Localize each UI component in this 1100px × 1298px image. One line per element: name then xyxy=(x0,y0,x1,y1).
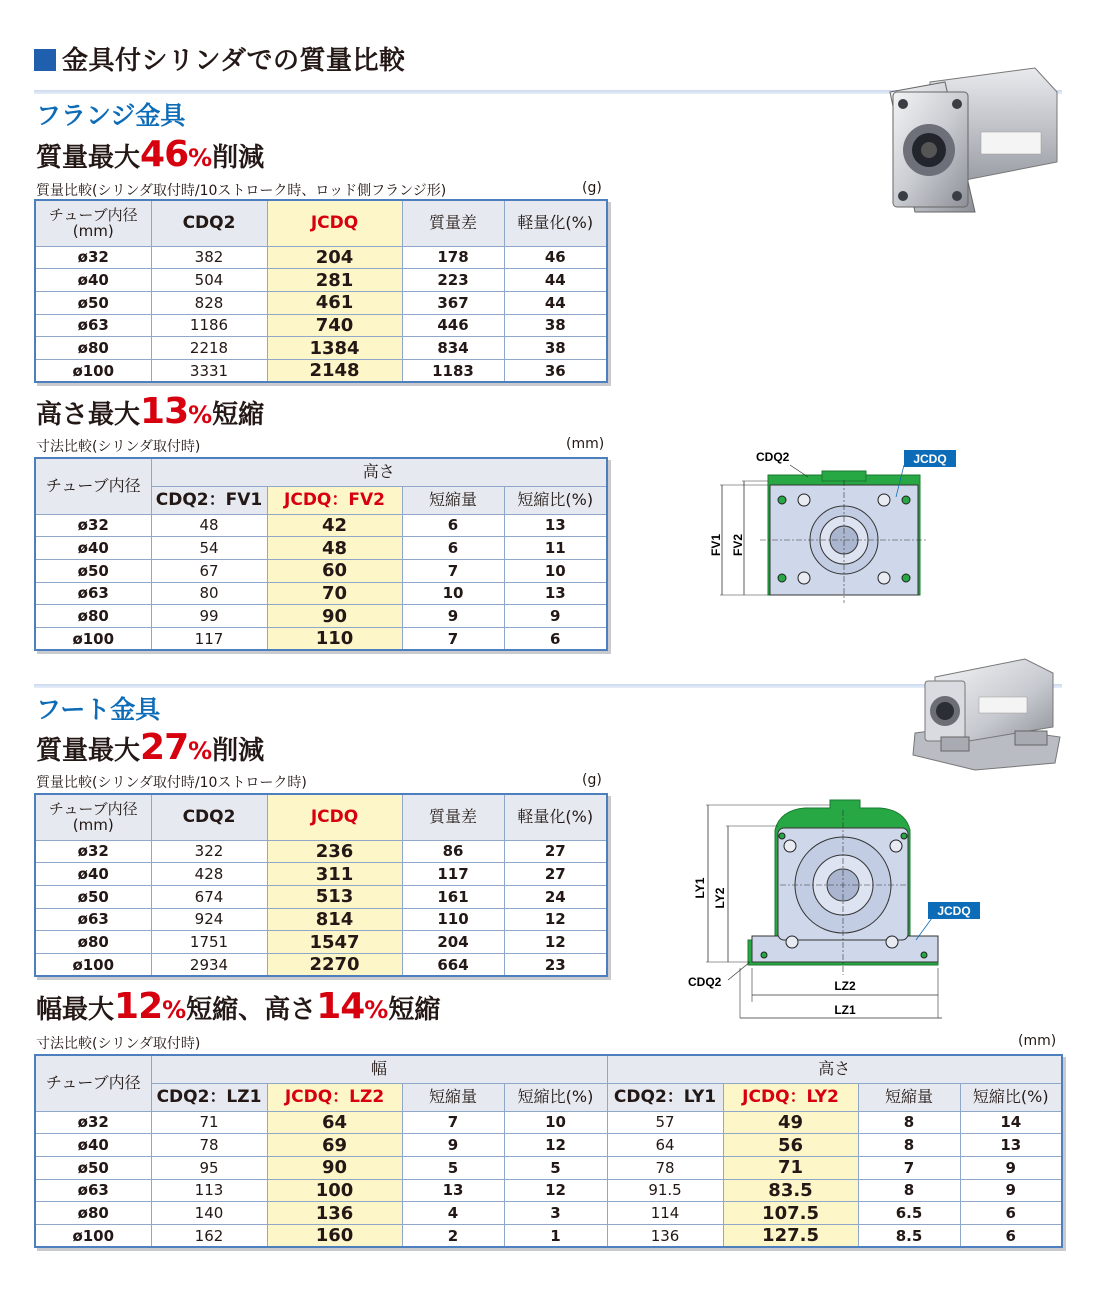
jcdq-label: JCDQ xyxy=(913,452,947,466)
col-header: 短縮比(%) xyxy=(960,1083,1062,1111)
table-cell: 281 xyxy=(267,269,402,292)
table-cell: 38 xyxy=(504,337,607,360)
table-row xyxy=(35,1179,1062,1202)
table-cell: 2218 xyxy=(151,337,267,360)
table-cell: 9 xyxy=(504,605,607,628)
table-cell: 311 xyxy=(267,863,402,886)
table-cell: 69 xyxy=(267,1134,402,1157)
flange-mass-caption: 質量比較(シリンダ取付時/10ストローク時、ロッド側フランジ形) xyxy=(36,183,447,199)
table-row xyxy=(35,931,607,954)
table-cell: 504 xyxy=(151,269,267,292)
table-cell: 100 xyxy=(267,1179,402,1202)
table-cell: 1384 xyxy=(267,337,402,360)
flange-mass-headline: 質量最大46%削減 xyxy=(36,134,265,175)
table-cell: 6 xyxy=(960,1224,1062,1247)
col-header: 軽量化(%) xyxy=(504,200,607,246)
table-cell: 1183 xyxy=(402,359,504,382)
table-cell: 48 xyxy=(267,537,402,560)
table-cell: ø40 xyxy=(35,863,151,886)
table-cell: 8 xyxy=(858,1111,960,1134)
table-cell: 12 xyxy=(504,908,607,931)
table-cell: 461 xyxy=(267,291,402,314)
table-cell: 9 xyxy=(402,605,504,628)
table-cell: 3331 xyxy=(151,359,267,382)
flange-height-unit: (mm) xyxy=(566,436,605,452)
table-row xyxy=(35,537,607,560)
table-cell: 11 xyxy=(504,537,607,560)
table-cell: 161 xyxy=(402,885,504,908)
table-cell: 828 xyxy=(151,291,267,314)
table-cell: 13 xyxy=(402,1179,504,1202)
table-cell: 136 xyxy=(267,1202,402,1225)
table-cell: 6 xyxy=(402,514,504,537)
table-cell: 6 xyxy=(960,1202,1062,1225)
section-title-foot: フート金具 xyxy=(36,695,161,724)
table-cell: 1751 xyxy=(151,931,267,954)
col-header: JCDQ xyxy=(267,794,402,840)
page-title: 金具付シリンダでの質量比較 xyxy=(34,40,405,77)
col-header: CDQ2：LY1 xyxy=(607,1083,723,1111)
table-cell: 27 xyxy=(504,840,607,863)
col-header: JCDQ：LZ2 xyxy=(267,1083,402,1111)
foot-dim-headline: 幅最大12%短縮、高さ14%短縮 xyxy=(36,986,441,1027)
col-header: CDQ2：LZ1 xyxy=(151,1083,267,1111)
flange-mass-table xyxy=(34,199,608,383)
table-cell: 71 xyxy=(151,1111,267,1134)
table-cell: 71 xyxy=(723,1156,858,1179)
table-cell: 236 xyxy=(267,840,402,863)
table-cell: 117 xyxy=(402,863,504,886)
table-cell: 204 xyxy=(267,246,402,269)
table-cell: 70 xyxy=(267,582,402,605)
col-header: 短縮比(%) xyxy=(504,1083,607,1111)
table-cell: ø80 xyxy=(35,931,151,954)
table-cell: 5 xyxy=(402,1156,504,1179)
col-header: JCDQ xyxy=(267,200,402,246)
fv1-label: FV1 xyxy=(709,533,723,557)
col-header: 短縮量 xyxy=(402,486,504,514)
table-cell: ø40 xyxy=(35,537,151,560)
table-cell: 57 xyxy=(607,1111,723,1134)
table-cell: 23 xyxy=(504,953,607,976)
table-row xyxy=(35,246,607,269)
section-title-flange: フランジ金具 xyxy=(36,101,186,130)
table-cell: ø63 xyxy=(35,1179,151,1202)
table-cell: 834 xyxy=(402,337,504,360)
table-cell: 110 xyxy=(402,908,504,931)
table-row xyxy=(35,1111,1062,1134)
table-cell: 6 xyxy=(402,537,504,560)
table-cell: 3 xyxy=(504,1202,607,1225)
table-cell: 113 xyxy=(151,1179,267,1202)
table-row xyxy=(35,908,607,931)
table-cell: 54 xyxy=(151,537,267,560)
table-cell: 2148 xyxy=(267,359,402,382)
table-cell: 46 xyxy=(504,246,607,269)
col-header: チューブ内径 xyxy=(35,458,151,514)
table-cell: 428 xyxy=(151,863,267,886)
table-cell: ø100 xyxy=(35,953,151,976)
table-cell: 95 xyxy=(151,1156,267,1179)
foot-cylinder-photo xyxy=(905,645,1065,775)
table-cell: ø40 xyxy=(35,269,151,292)
table-cell: 740 xyxy=(267,314,402,337)
table-cell: 140 xyxy=(151,1202,267,1225)
table-cell: 56 xyxy=(723,1134,858,1157)
table-row xyxy=(35,582,607,605)
group-header: 幅 xyxy=(151,1055,607,1083)
table-cell: 8 xyxy=(858,1179,960,1202)
table-row xyxy=(35,863,607,886)
foot-mass-unit: (g) xyxy=(582,772,602,788)
table-cell: 64 xyxy=(607,1134,723,1157)
table-cell: ø80 xyxy=(35,337,151,360)
flange-height-table xyxy=(34,457,608,651)
table-cell: 13 xyxy=(504,514,607,537)
foot-dimension-diagram xyxy=(680,790,980,1025)
table-cell: 674 xyxy=(151,885,267,908)
table-cell: 1186 xyxy=(151,314,267,337)
col-header: JCDQ：LY2 xyxy=(723,1083,858,1111)
table-cell: 513 xyxy=(267,885,402,908)
foot-mass-headline: 質量最大27%削減 xyxy=(36,727,265,768)
table-row xyxy=(35,885,607,908)
table-cell: 9 xyxy=(402,1134,504,1157)
table-cell: 10 xyxy=(504,559,607,582)
flange-height-headline: 高さ最大13%短縮 xyxy=(36,391,265,432)
table-cell: 7 xyxy=(402,559,504,582)
flange-dimension-diagram xyxy=(700,445,980,610)
table-cell: ø50 xyxy=(35,291,151,314)
table-cell: 7 xyxy=(402,627,504,650)
table-row xyxy=(35,1202,1062,1225)
table-row xyxy=(35,953,607,976)
col-header: 軽量化(%) xyxy=(504,794,607,840)
table-row xyxy=(35,314,607,337)
flange-height-caption: 寸法比較(シリンダ取付時) xyxy=(36,439,201,455)
fv2-label: FV2 xyxy=(731,533,745,557)
table-cell: ø32 xyxy=(35,514,151,537)
table-cell: 27 xyxy=(504,863,607,886)
table-cell: 78 xyxy=(607,1156,723,1179)
foot-mass-caption: 質量比較(シリンダ取付時/10ストローク時) xyxy=(36,775,307,791)
col-header: チューブ内径 (mm) xyxy=(35,200,151,246)
table-cell: 42 xyxy=(267,514,402,537)
table-cell: 110 xyxy=(267,627,402,650)
table-cell: 12 xyxy=(504,931,607,954)
jcdq-label: JCDQ xyxy=(937,904,971,918)
col-header: CDQ2 xyxy=(151,200,267,246)
table-row xyxy=(35,514,607,537)
table-cell: 6 xyxy=(504,627,607,650)
table-cell: 7 xyxy=(402,1111,504,1134)
table-cell: 6.5 xyxy=(858,1202,960,1225)
col-header: CDQ2 xyxy=(151,794,267,840)
table-row xyxy=(35,359,607,382)
table-cell: 90 xyxy=(267,1156,402,1179)
table-cell: 99 xyxy=(151,605,267,628)
ly2-label: LY2 xyxy=(713,887,727,909)
foot-mass-table xyxy=(34,793,608,977)
table-cell: 114 xyxy=(607,1202,723,1225)
table-row xyxy=(35,840,607,863)
table-cell: 814 xyxy=(267,908,402,931)
table-cell: ø50 xyxy=(35,885,151,908)
table-cell: ø100 xyxy=(35,1224,151,1247)
table-cell: 64 xyxy=(267,1111,402,1134)
table-cell: ø32 xyxy=(35,840,151,863)
table-cell: 44 xyxy=(504,269,607,292)
table-cell: 38 xyxy=(504,314,607,337)
table-cell: 49 xyxy=(723,1111,858,1134)
table-row xyxy=(35,559,607,582)
table-cell: ø50 xyxy=(35,559,151,582)
table-cell: ø100 xyxy=(35,627,151,650)
table-cell: ø80 xyxy=(35,605,151,628)
table-row xyxy=(35,337,607,360)
table-cell: 83.5 xyxy=(723,1179,858,1202)
table-cell: ø50 xyxy=(35,1156,151,1179)
col-header: JCDQ：FV2 xyxy=(267,486,402,514)
table-cell: 86 xyxy=(402,840,504,863)
group-header: 高さ xyxy=(151,458,607,486)
lz1-label: LZ1 xyxy=(834,1003,856,1017)
table-cell: 127.5 xyxy=(723,1224,858,1247)
foot-dim-table xyxy=(34,1054,1063,1248)
table-row xyxy=(35,269,607,292)
table-cell: ø63 xyxy=(35,314,151,337)
table-cell: 90 xyxy=(267,605,402,628)
table-cell: 9 xyxy=(960,1156,1062,1179)
table-cell: ø32 xyxy=(35,1111,151,1134)
table-row xyxy=(35,1134,1062,1157)
table-cell: 78 xyxy=(151,1134,267,1157)
table-cell: 178 xyxy=(402,246,504,269)
lz2-label: LZ2 xyxy=(834,979,856,993)
col-header: CDQ2：FV1 xyxy=(151,486,267,514)
table-cell: 12 xyxy=(504,1179,607,1202)
table-cell: 13 xyxy=(960,1134,1062,1157)
table-cell: 12 xyxy=(504,1134,607,1157)
table-cell: 2 xyxy=(402,1224,504,1247)
title-square-icon xyxy=(34,49,56,71)
col-header: 質量差 xyxy=(402,794,504,840)
col-header: 短縮比(%) xyxy=(504,486,607,514)
table-cell: 4 xyxy=(402,1202,504,1225)
table-cell: 48 xyxy=(151,514,267,537)
ly1-label: LY1 xyxy=(693,877,707,899)
flange-cylinder-photo xyxy=(885,62,1065,222)
table-cell: 136 xyxy=(607,1224,723,1247)
table-row xyxy=(35,605,607,628)
table-cell: 8 xyxy=(858,1134,960,1157)
table-cell: 9 xyxy=(960,1179,1062,1202)
table-cell: 10 xyxy=(402,582,504,605)
cdq2-label: CDQ2 xyxy=(756,450,790,464)
table-cell: 2270 xyxy=(267,953,402,976)
table-cell: 107.5 xyxy=(723,1202,858,1225)
table-cell: 1 xyxy=(504,1224,607,1247)
table-cell: ø63 xyxy=(35,908,151,931)
table-cell: 223 xyxy=(402,269,504,292)
table-cell: 36 xyxy=(504,359,607,382)
table-row xyxy=(35,1224,1062,1247)
col-header: 質量差 xyxy=(402,200,504,246)
table-cell: 67 xyxy=(151,559,267,582)
group-header: 高さ xyxy=(607,1055,1062,1083)
table-cell: 382 xyxy=(151,246,267,269)
table-cell: ø80 xyxy=(35,1202,151,1225)
table-cell: ø100 xyxy=(35,359,151,382)
table-cell: 664 xyxy=(402,953,504,976)
col-header: チューブ内径 (mm) xyxy=(35,794,151,840)
foot-dim-unit: (mm) xyxy=(1018,1033,1057,1049)
table-cell: 14 xyxy=(960,1111,1062,1134)
table-cell: 924 xyxy=(151,908,267,931)
table-cell: 91.5 xyxy=(607,1179,723,1202)
table-cell: 162 xyxy=(151,1224,267,1247)
table-cell: 8.5 xyxy=(858,1224,960,1247)
table-row xyxy=(35,1156,1062,1179)
flange-mass-unit: (g) xyxy=(582,180,602,196)
table-cell: 1547 xyxy=(267,931,402,954)
table-row xyxy=(35,627,607,650)
col-header: 短縮量 xyxy=(402,1083,504,1111)
table-cell: 160 xyxy=(267,1224,402,1247)
table-cell: 2934 xyxy=(151,953,267,976)
table-cell: 204 xyxy=(402,931,504,954)
col-header: チューブ内径 xyxy=(35,1055,151,1111)
col-header: 短縮量 xyxy=(858,1083,960,1111)
table-cell: 5 xyxy=(504,1156,607,1179)
table-cell: 117 xyxy=(151,627,267,650)
table-cell: ø40 xyxy=(35,1134,151,1157)
table-cell: 446 xyxy=(402,314,504,337)
foot-dim-caption: 寸法比較(シリンダ取付時) xyxy=(36,1036,201,1052)
table-cell: 10 xyxy=(504,1111,607,1134)
table-cell: 24 xyxy=(504,885,607,908)
table-cell: ø32 xyxy=(35,246,151,269)
table-cell: 7 xyxy=(858,1156,960,1179)
table-cell: 367 xyxy=(402,291,504,314)
cdq2-label: CDQ2 xyxy=(688,975,722,989)
table-cell: 322 xyxy=(151,840,267,863)
table-cell: 60 xyxy=(267,559,402,582)
table-cell: ø63 xyxy=(35,582,151,605)
table-cell: 44 xyxy=(504,291,607,314)
table-cell: 13 xyxy=(504,582,607,605)
table-row xyxy=(35,291,607,314)
table-cell: 80 xyxy=(151,582,267,605)
